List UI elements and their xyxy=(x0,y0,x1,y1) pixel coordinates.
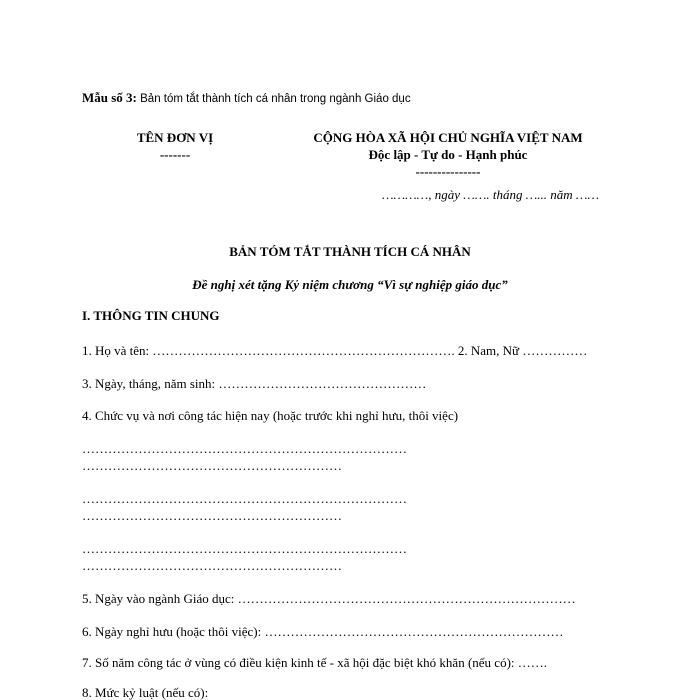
dotted-line: ………………………………………………………………… xyxy=(82,491,407,506)
form-label-title: Bản tóm tắt thành tích cá nhân trong ngành Giáo dục xyxy=(140,93,411,105)
motto: Độc lập - Tự do - Hạnh phúc xyxy=(368,147,528,162)
dotted-line: ………………………………………………………………… xyxy=(82,541,407,556)
document-subtitle: Đề nghị xét tặng Kỷ niệm chương “Vì sự nghiệp giáo dục” xyxy=(192,277,508,292)
date-line: …………, ngày ……. tháng …... năm …… xyxy=(382,187,600,202)
section-heading-general-info: I. THÔNG TIN CHUNG xyxy=(82,308,220,323)
field-education-start-date: 5. Ngày vào ngành Giáo dục: …………………………………………………………………… xyxy=(82,591,576,606)
form-label xyxy=(82,91,411,106)
dotted-line: …………………………………………………… xyxy=(82,508,342,523)
field-date-of-birth: 3. Ngày, tháng, năm sinh: ………………………………………… xyxy=(82,376,427,391)
field-position-workplace: 4. Chức vụ và nơi công tác hiện nay (hoặc trước khi nghỉ hưu, thôi việc) xyxy=(82,408,459,423)
field-retirement-date: 6. Ngày nghỉ hưu (hoặc thôi việc): …………………………………………………………… xyxy=(82,624,564,639)
field-hardship-years: 7. Số năm công tác ở vùng có điều kiện kinh tế - xã hội đặc biệt khó khăn (nếu có): ……. xyxy=(82,655,548,670)
field-full-name-gender: 1. Họ và tên: ……………………………………………………………. 2. Nam, Nữ …………… xyxy=(82,343,588,358)
field-discipline-level: 8. Mức kỷ luật (nếu có): xyxy=(82,685,209,700)
dotted-line: ………………………………………………………………… xyxy=(82,441,407,456)
motto-dashes: --------------- xyxy=(415,164,481,179)
dotted-line: …………………………………………………… xyxy=(82,458,342,473)
dotted-line: …………………………………………………… xyxy=(82,558,342,573)
document-title: BẢN TÓM TẮT THÀNH TÍCH CÁ NHÂN xyxy=(229,244,471,259)
republic-heading: CỘNG HÒA XÃ HỘI CHỦ NGHĨA VIỆT NAM xyxy=(313,130,583,145)
unit-dashes: ------- xyxy=(159,147,191,162)
form-label-prefix: Mẫu số 3: xyxy=(82,90,137,105)
unit-label: TÊN ĐƠN VỊ xyxy=(136,130,214,145)
